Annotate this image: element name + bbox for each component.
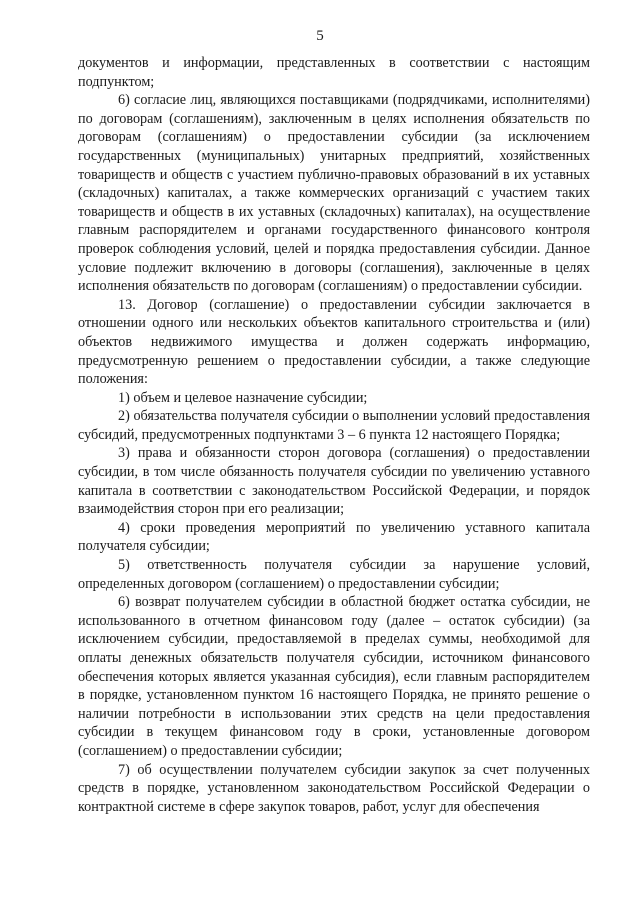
paragraph-subitem-1: 1) объем и целевое назначение субсидии; <box>118 389 368 406</box>
paragraph-subitem-5: 5) ответственность получателя субсидии за нарушение условий, определенных договором (соглашением) о предоставлении субсидии; <box>78 557 590 592</box>
page-number: 5 <box>316 28 324 44</box>
page-body <box>78 54 590 816</box>
paragraph-subitem-2: 2) обязательства получателя субсидии о выполнении условий предоставления субсидий, предусмотренных подпунктами 3 – 6 пункта 12 настоящего Порядка; <box>78 408 590 443</box>
paragraph-clause-13: 13. Договор (соглашение) о предоставлении субсидии заключается в отношении одного или нескольких объектов капитального строительства и (или) объектов недвижимого имущества и должен содержать информацию, предусмотренную решением о предоставлении субсидии, а также следующие положения: <box>78 296 590 388</box>
paragraph-subitem-6b: 6) возврат получателем субсидии в областной бюджет остатка субсидии, не использованного в отчетном финансовом году (далее – остаток субсидии) (за исключением субсидии, предоставляемой в пределах суммы, необходимой для оплаты денежных обязательств получателя субсидии, источником финансового обеспечения которых является указанная субсидия), если главным распорядителем в порядке, установленном пунктом 16 настоящего Порядка, не принято решение о наличии потребности в использовании этих средств на цели предоставления субсидии в текущем финансовом году в сроки, установленные договором (соглашением) о предоставлении субсидии; <box>78 594 590 759</box>
paragraph-subitem-6: 6) согласие лиц, являющихся поставщиками (подрядчиками, исполнителями) по договорам (соглашениям), заключенным в целях исполнения обязательств по договорам (соглашениям) о предоставлении субсидии (за исключением государственных (муниципальных) унитарных предприятий, хозяйственных товариществ и обществ с участием публично-правовых образований в их уставных (складочных) капиталах, а также коммерческих организаций с участием таких товариществ и обществ в их уставных (складочных) капиталах), на осуществление главным распорядителем и органами государственного финансового контроля проверок соблюдения условий, целей и порядка предоставления субсидии. Данное условие подлежит включению в договоры (соглашения), заключенные в целях исполнения обязательств по договорам (соглашениям) о предоставлении субсидии. <box>78 92 590 295</box>
paragraph-continuation: документов и информации, представленных в соответствии с настоящим подпунктом; <box>78 55 590 90</box>
paragraph-subitem-7: 7) об осуществлении получателем субсидии закупок за счет полученных средств в порядке, установленном законодательством Российской Федерации о контрактной системе в сфере закупок товаров, работ, услуг для обеспечения <box>78 761 590 815</box>
paragraph-subitem-3: 3) права и обязанности сторон договора (соглашения) о предоставлении субсидии, в том числе обязанность получателя субсидии по увеличению уставного капитала в соответствии с законодательством Российской Федерации, и порядок взаимодействия сторон при его реализации; <box>78 445 590 518</box>
paragraph-subitem-4: 4) сроки проведения мероприятий по увеличению уставного капитала получателя субсидии; <box>78 519 590 555</box>
